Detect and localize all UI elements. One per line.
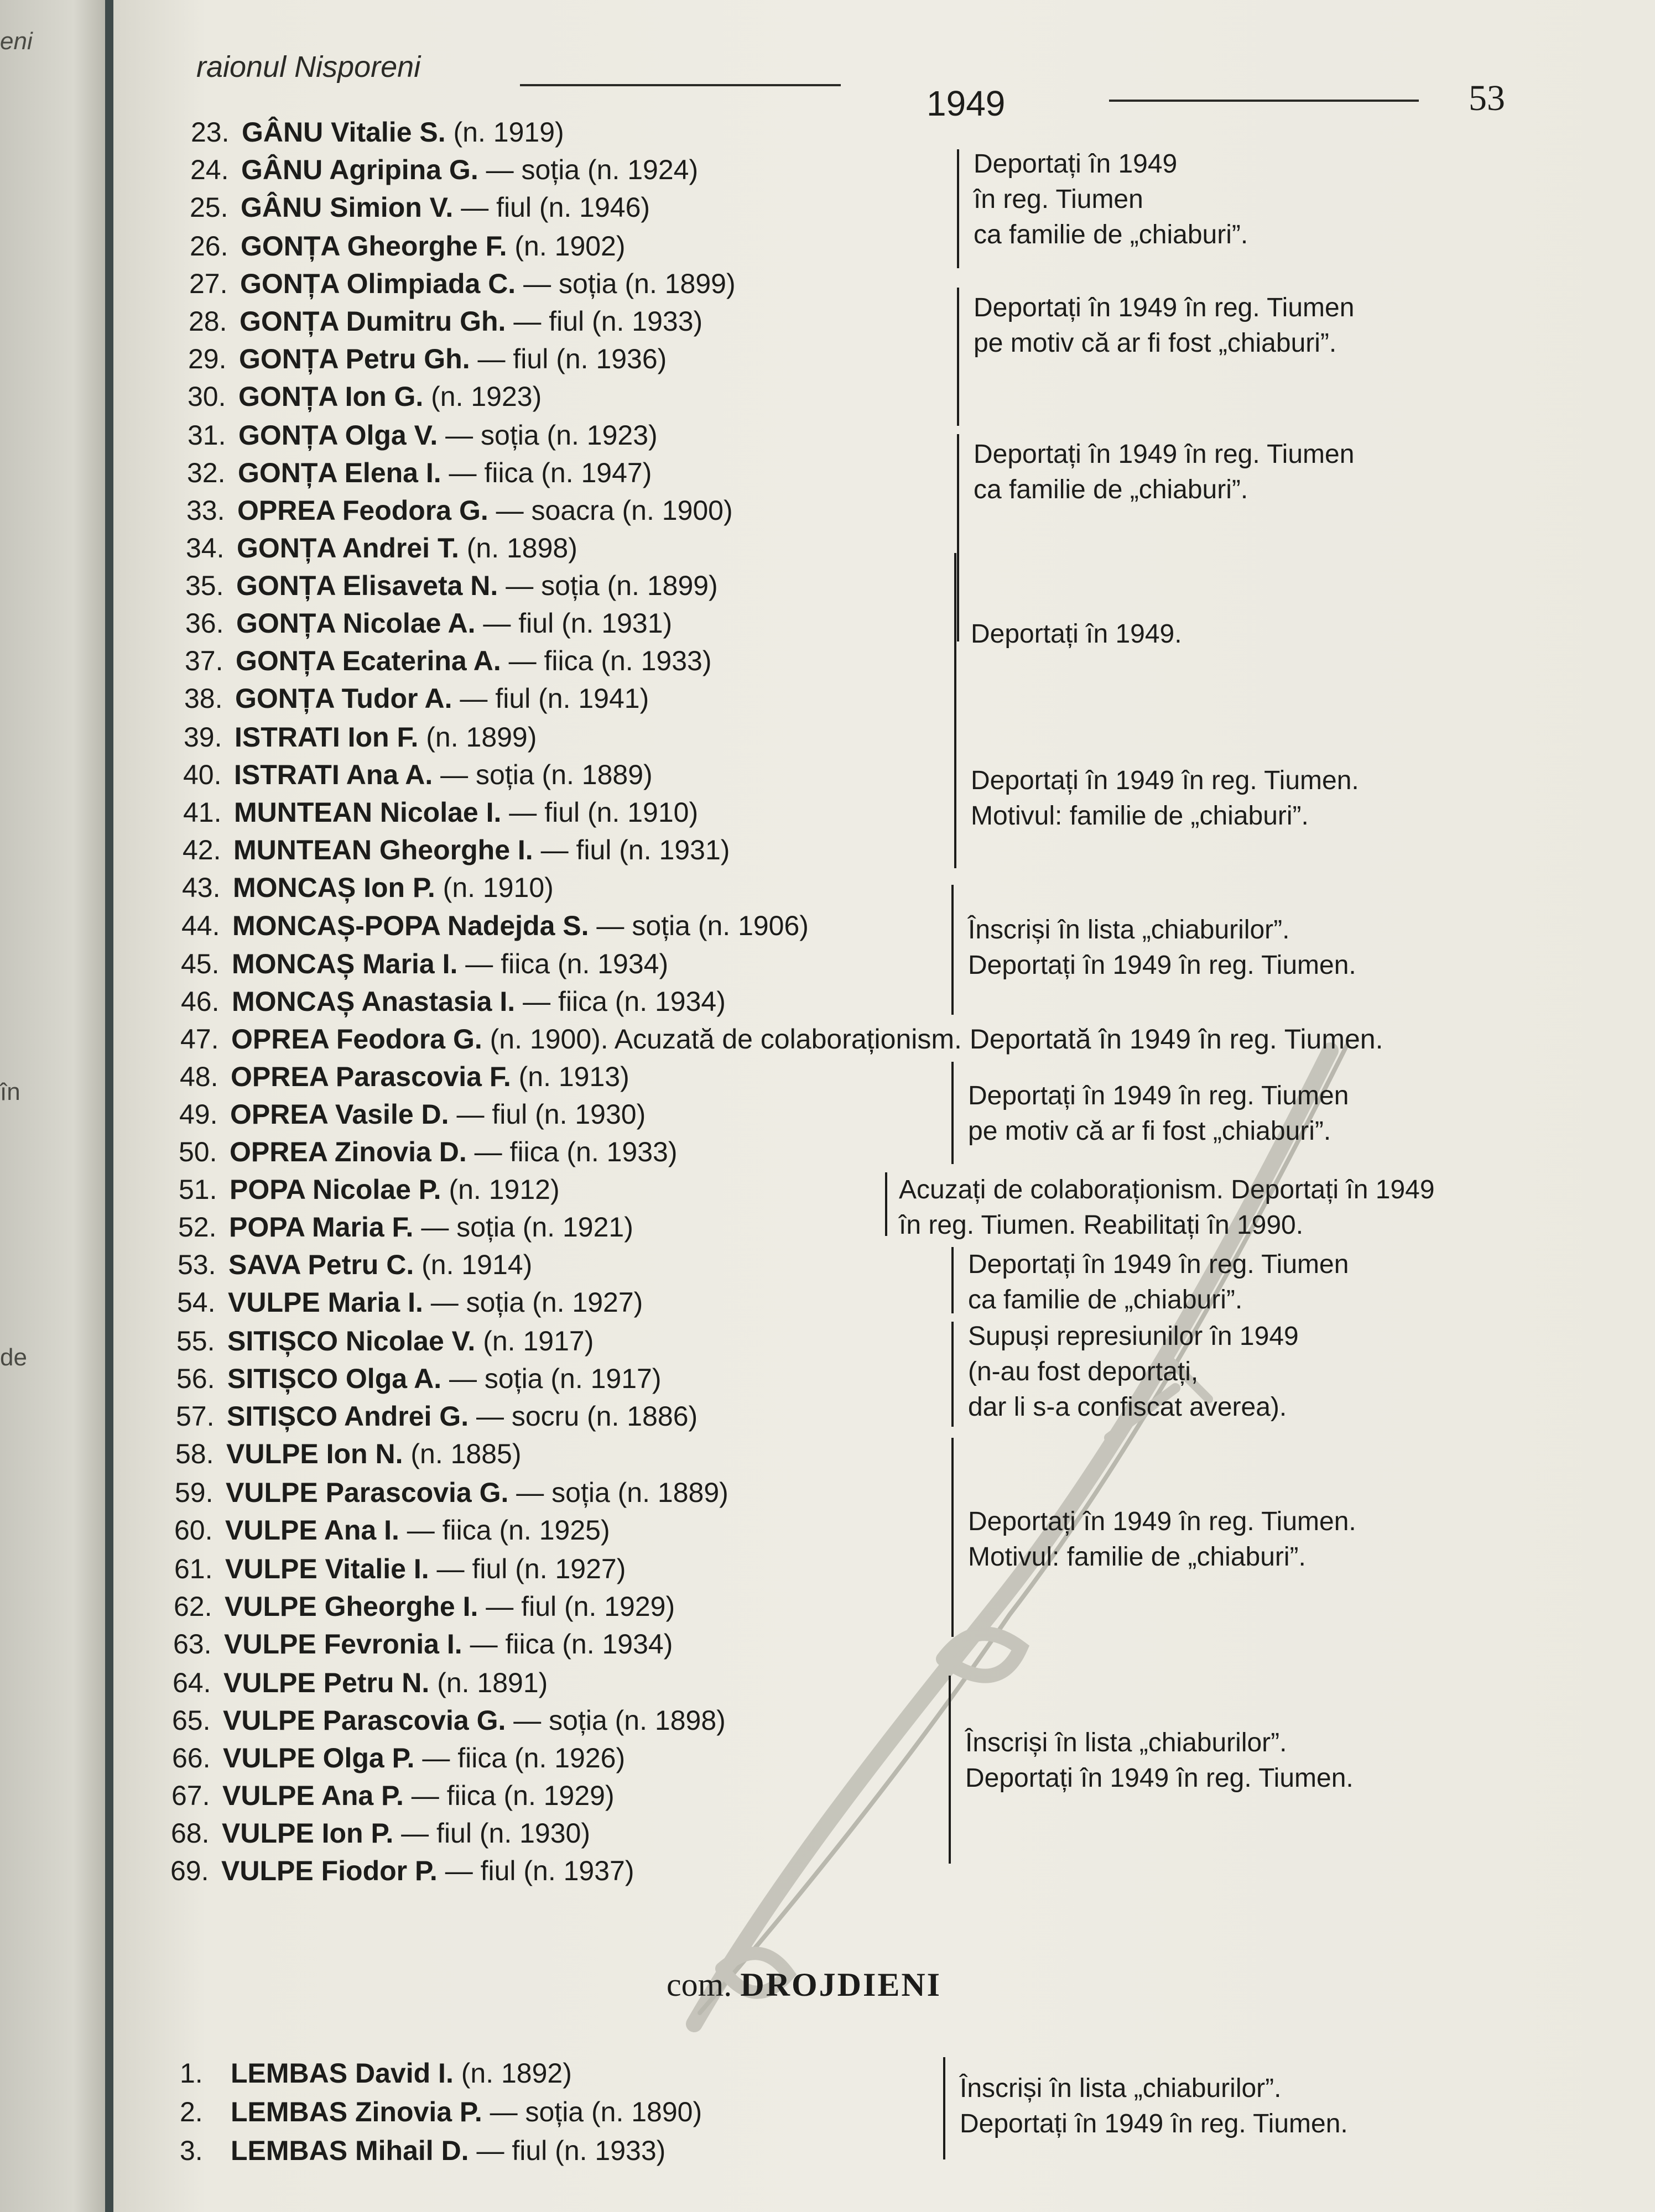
entry-name: GÂNU Simion V. xyxy=(241,192,454,223)
entry-number: 67. xyxy=(171,1780,210,1811)
entry-details: — fiica (n. 1929) xyxy=(403,1780,615,1811)
entry-name: VULPE Ana P. xyxy=(222,1780,404,1811)
entry-name: GONȚA Petru Gh. xyxy=(239,343,470,374)
entry-name: GONȚA Elisaveta N. xyxy=(236,570,498,601)
entry-number: 50. xyxy=(179,1136,217,1167)
entry-name: VULPE Fevronia I. xyxy=(224,1629,462,1660)
entry-name: ISTRATI Ana A. xyxy=(234,759,433,790)
list-item xyxy=(176,1400,698,1432)
section-heading xyxy=(667,1966,941,2004)
entry-number: 51. xyxy=(179,1174,217,1205)
left-page-fragment: de xyxy=(0,1344,27,1371)
entry-number: 24. xyxy=(190,154,229,185)
entry-number: 28. xyxy=(189,306,227,337)
entry-number: 40. xyxy=(183,759,222,790)
group-bracket-line xyxy=(951,1438,954,1637)
list-item xyxy=(185,570,718,602)
section-name: DROJDIENI xyxy=(740,1966,942,2003)
list-item xyxy=(175,1477,728,1509)
entry-details: — soția (n. 1917) xyxy=(441,1363,662,1394)
entry-name: OPREA Feodora G. xyxy=(231,1024,482,1055)
list-item xyxy=(174,1514,610,1546)
entry-name: LEMBAS David I. xyxy=(231,2058,454,2089)
note-line: Deportați în 1949 în reg. Tiumen xyxy=(968,1081,1349,1110)
entry-number: 34. xyxy=(186,533,225,564)
entry-number: 35. xyxy=(185,570,224,601)
list-item xyxy=(173,1628,673,1660)
list-item xyxy=(181,910,809,942)
list-item xyxy=(184,721,537,753)
left-page-edge xyxy=(0,0,105,2212)
entry-name: VULPE Petru N. xyxy=(223,1667,430,1698)
note-line: Înscriși în lista „chiaburilor”. xyxy=(965,1728,1287,1757)
entry-details: — fiul (n. 1933) xyxy=(469,2135,666,2166)
note-line: Motivul: familie de „chiaburi”. xyxy=(968,1542,1306,1572)
entry-details: — fiica (n. 1933) xyxy=(466,1136,678,1167)
note-line: ca familie de „chiaburi”. xyxy=(968,1285,1243,1314)
note-line: în reg. Tiumen xyxy=(974,185,1143,214)
entry-number: 41. xyxy=(183,797,222,828)
entry-number: 49. xyxy=(179,1099,218,1130)
entry-name: MONCAȘ Ion P. xyxy=(233,872,435,903)
list-item xyxy=(183,796,698,828)
note-line: Supuși represiunilor în 1949 xyxy=(968,1322,1299,1351)
entry-details: — fiica (n. 1925) xyxy=(399,1515,610,1546)
note-line: pe motiv că ar fi fost „chiaburi”. xyxy=(968,1117,1331,1146)
note-line: Deportați în 1949 în reg. Tiumen. xyxy=(965,1764,1354,1793)
entry-number: 31. xyxy=(188,420,226,451)
entry-details: — fiica (n. 1934) xyxy=(515,986,726,1017)
list-item xyxy=(182,872,554,904)
entry-name: GÂNU Vitalie S. xyxy=(242,117,446,148)
list-item xyxy=(183,759,653,791)
section-prefix: com. xyxy=(667,1966,732,2003)
entry-details: — fiul (n. 1930) xyxy=(393,1818,590,1849)
list-item xyxy=(190,191,650,223)
entry-name: GÂNU Agripina G. xyxy=(241,154,478,185)
entry-number: 26. xyxy=(190,231,228,262)
entry-details: — fiul (n. 1931) xyxy=(475,608,673,639)
group-note xyxy=(968,1319,1299,1425)
entry-details: — fiul (n. 1937) xyxy=(437,1855,634,1886)
entry-number: 46. xyxy=(181,986,220,1017)
group-note xyxy=(968,1078,1349,1149)
list-item xyxy=(189,268,736,300)
note-line: Deportați în 1949 în reg. Tiumen. xyxy=(960,2109,1348,2138)
entry-name: VULPE Parascovia G. xyxy=(226,1477,509,1508)
entry-details: (n. 1900). Acuzată de colaboraționism. Deportată în 1949 în reg. Tiumen. xyxy=(482,1024,1383,1055)
list-item xyxy=(176,1325,594,1357)
entry-details: — fiica (n. 1947) xyxy=(441,457,652,488)
group-bracket-line xyxy=(885,1172,887,1236)
entry-number: 1. xyxy=(180,2058,203,2089)
entry-details: (n. 1919) xyxy=(445,117,564,148)
entry-name: LEMBAS Zinovia P. xyxy=(231,2096,482,2127)
entry-details: — soția (n. 1927) xyxy=(423,1287,643,1318)
list-item xyxy=(187,457,652,489)
entry-number: 27. xyxy=(189,268,228,299)
group-bracket-line xyxy=(951,885,954,1015)
group-bracket-line xyxy=(949,1676,951,1864)
list-item xyxy=(178,1211,633,1243)
entry-number: 56. xyxy=(176,1363,215,1394)
entry-name: SAVA Petru C. xyxy=(228,1249,414,1280)
entry-details: — fiul (n. 1930) xyxy=(449,1099,646,1130)
entry-number: 64. xyxy=(173,1667,211,1698)
entry-details: (n. 1902) xyxy=(507,231,626,262)
entry-number: 58. xyxy=(175,1438,214,1469)
entry-name: VULPE Olga P. xyxy=(223,1743,415,1773)
entry-name: GONȚA Olga V. xyxy=(238,420,438,451)
note-line: Deportați în 1949 xyxy=(974,149,1178,179)
entry-name: GONȚA Tudor A. xyxy=(235,683,452,714)
year-header: 1949 xyxy=(927,84,1006,123)
group-bracket-line xyxy=(957,149,959,268)
entry-name: GONȚA Ecaterina A. xyxy=(236,645,501,676)
list-item xyxy=(180,1061,629,1093)
entry-name: GONȚA Ion G. xyxy=(238,381,424,412)
entry-number: 68. xyxy=(171,1818,210,1849)
list-item xyxy=(174,1553,626,1585)
entry-number: 33. xyxy=(186,495,225,526)
list-item xyxy=(179,1098,646,1130)
note-line: Deportați în 1949 în reg. Tiumen xyxy=(974,293,1355,322)
entry-details: — socru (n. 1886) xyxy=(469,1401,698,1432)
group-bracket-line xyxy=(943,2057,945,2159)
entry-number: 62. xyxy=(174,1591,212,1622)
entry-name: VULPE Ion N. xyxy=(226,1438,403,1469)
entry-name: MUNTEAN Nicolae I. xyxy=(234,797,502,828)
note-line: Deportați în 1949. xyxy=(971,619,1182,649)
list-item xyxy=(183,834,730,866)
entry-number: 55. xyxy=(176,1326,215,1357)
entry-details: — soția (n. 1906) xyxy=(589,910,809,941)
entry-name: GONȚA Andrei T. xyxy=(237,533,459,564)
entry-name: VULPE Vitalie I. xyxy=(225,1553,429,1584)
entry-details: — soția (n. 1889) xyxy=(433,759,653,790)
entry-details: — fiica (n. 1926) xyxy=(414,1743,626,1773)
entry-number: 44. xyxy=(181,910,220,941)
entry-name: VULPE Ana I. xyxy=(225,1515,399,1546)
note-line: dar li s-a confiscat averea). xyxy=(968,1392,1287,1422)
list-item xyxy=(185,645,711,677)
entry-details: (n. 1923) xyxy=(423,381,542,412)
entry-details: — fiul (n. 1936) xyxy=(470,343,667,374)
list-item xyxy=(191,116,564,148)
entry-number: 36. xyxy=(185,608,224,639)
entry-details: — fiul (n. 1946) xyxy=(453,192,650,223)
list-item xyxy=(188,343,667,375)
group-note xyxy=(968,912,1356,983)
group-note xyxy=(974,147,1248,253)
entry-name: VULPE Ion P. xyxy=(222,1818,394,1849)
entry-details: (n. 1891) xyxy=(429,1667,548,1698)
list-item xyxy=(180,2096,702,2128)
entry-details: — soția (n. 1889) xyxy=(508,1477,728,1508)
entry-name: OPREA Parascovia F. xyxy=(231,1061,511,1092)
entry-details: (n. 1917) xyxy=(475,1326,594,1357)
entry-name: LEMBAS Mihail D. xyxy=(231,2135,469,2166)
entry-details: (n. 1885) xyxy=(403,1438,522,1469)
entry-number: 3. xyxy=(180,2135,203,2166)
note-line: ca familie de „chiaburi”. xyxy=(974,220,1248,249)
entry-name: ISTRATI Ion F. xyxy=(235,722,419,753)
entry-name: SITIȘCO Nicolae V. xyxy=(227,1326,476,1357)
entry-number: 23. xyxy=(191,117,230,148)
group-note xyxy=(974,290,1354,361)
left-page-fragment: în xyxy=(0,1078,20,1105)
entry-number: 48. xyxy=(180,1061,218,1092)
note-line: pe motiv că ar fi fost „chiaburi”. xyxy=(974,328,1337,358)
list-item xyxy=(181,985,726,1018)
group-bracket-line xyxy=(951,1247,954,1313)
entry-number: 47. xyxy=(180,1024,219,1055)
entry-details: — soacra (n. 1900) xyxy=(488,495,733,526)
list-item xyxy=(188,419,658,451)
entry-details: (n. 1914) xyxy=(414,1249,533,1280)
note-line: (n-au fost deportați, xyxy=(968,1357,1199,1386)
list-item xyxy=(178,1249,532,1281)
list-item xyxy=(175,1438,521,1470)
entry-number: 66. xyxy=(172,1743,211,1773)
entry-number: 57. xyxy=(176,1401,215,1432)
note-line: Deportați în 1949 în reg. Tiumen. xyxy=(971,766,1359,795)
entry-number: 53. xyxy=(178,1249,216,1280)
note-line: Deportați în 1949 în reg. Tiumen xyxy=(974,440,1355,469)
list-item xyxy=(189,305,702,337)
entry-name: SITIȘCO Olga A. xyxy=(227,1363,442,1394)
list-item xyxy=(173,1667,548,1699)
entry-name: MUNTEAN Gheorghe I. xyxy=(233,834,533,865)
entry-name: OPREA Zinovia D. xyxy=(230,1136,467,1167)
note-line: Acuzați de colaboraționism. Deportați în 1949 xyxy=(899,1175,1435,1204)
group-note xyxy=(968,1504,1356,1575)
entry-number: 61. xyxy=(174,1553,213,1584)
entry-name: POPA Maria F. xyxy=(229,1212,414,1243)
entry-details: — soția (n. 1899) xyxy=(498,570,718,601)
entry-details: (n. 1892) xyxy=(453,2058,572,2089)
note-line: Înscriși în lista „chiaburilor”. xyxy=(960,2074,1282,2103)
entry-number: 2. xyxy=(180,2096,203,2127)
list-item xyxy=(180,1023,1383,1055)
entry-name: GONȚA Gheorghe F. xyxy=(241,231,507,262)
entry-number: 30. xyxy=(188,381,226,412)
note-line: Deportați în 1949 în reg. Tiumen. xyxy=(968,951,1356,980)
entry-name: MONCAȘ Anastasia I. xyxy=(232,986,516,1017)
list-item xyxy=(171,1817,590,1849)
list-item xyxy=(172,1704,726,1736)
list-item xyxy=(180,2135,665,2167)
entry-details: (n. 1912) xyxy=(441,1174,560,1205)
entry-name: GONȚA Elena I. xyxy=(238,457,441,488)
list-item xyxy=(174,1590,675,1623)
list-item xyxy=(190,230,626,262)
group-note xyxy=(971,763,1359,834)
list-item xyxy=(179,1173,560,1206)
entry-details: — soția (n. 1924) xyxy=(478,154,699,185)
entry-name: OPREA Vasile D. xyxy=(230,1099,449,1130)
note-line: în reg. Tiumen. Reabilitați în 1990. xyxy=(899,1211,1304,1240)
entry-number: 52. xyxy=(178,1212,217,1243)
entry-details: — fiica (n. 1933) xyxy=(501,645,712,676)
list-item xyxy=(177,1286,643,1318)
entry-details: — fiul (n. 1931) xyxy=(533,834,730,865)
entry-name: VULPE Maria I. xyxy=(228,1287,423,1318)
note-line: Înscriși în lista „chiaburilor”. xyxy=(968,915,1290,945)
entry-details: (n. 1913) xyxy=(511,1061,629,1092)
entry-name: VULPE Fiodor P. xyxy=(221,1855,438,1886)
entry-number: 65. xyxy=(172,1705,211,1736)
entry-number: 43. xyxy=(182,872,221,903)
entry-number: 39. xyxy=(184,722,222,753)
left-page-fragment: eni xyxy=(0,28,33,55)
entry-number: 59. xyxy=(175,1477,214,1508)
entry-number: 45. xyxy=(181,948,220,979)
entry-name: MONCAȘ Maria I. xyxy=(232,948,458,979)
header-rule-right xyxy=(1109,100,1419,102)
note-line: ca familie de „chiaburi”. xyxy=(974,475,1248,504)
entry-number: 32. xyxy=(187,457,226,488)
list-item xyxy=(186,494,733,526)
group-note xyxy=(971,617,1182,652)
note-line: Deportați în 1949 în reg. Tiumen xyxy=(968,1250,1349,1279)
group-bracket-line xyxy=(954,553,956,735)
group-note xyxy=(960,2071,1348,2142)
page-number: 53 xyxy=(1469,78,1505,118)
note-line: Deportați în 1949 în reg. Tiumen. xyxy=(968,1507,1356,1536)
entry-details: — fiul (n. 1941) xyxy=(452,683,649,714)
entry-details: (n. 1898) xyxy=(459,533,577,564)
group-bracket-line xyxy=(957,434,959,641)
entry-name: POPA Nicolae P. xyxy=(230,1174,441,1205)
entry-details: — soția (n. 1898) xyxy=(506,1705,726,1736)
entry-number: 42. xyxy=(183,834,221,865)
list-item xyxy=(186,532,577,564)
entry-number: 37. xyxy=(185,645,223,676)
entry-number: 54. xyxy=(177,1287,216,1318)
list-item xyxy=(179,1136,677,1168)
list-item xyxy=(184,682,649,714)
entry-number: 60. xyxy=(174,1515,213,1546)
entry-details: — fiul (n. 1929) xyxy=(478,1591,675,1622)
entry-name: MONCAȘ-POPA Nadejda S. xyxy=(232,910,589,941)
entry-name: GONȚA Nicolae A. xyxy=(236,608,476,639)
entry-details: — soția (n. 1921) xyxy=(413,1212,633,1243)
group-note xyxy=(974,437,1354,508)
entry-details: (n. 1910) xyxy=(435,872,554,903)
entry-details: — fiul (n. 1933) xyxy=(506,306,703,337)
entry-details: — soția (n. 1890) xyxy=(482,2096,702,2127)
district-header: raionul Nisporeni xyxy=(196,50,421,84)
list-item xyxy=(170,1855,634,1887)
entry-number: 63. xyxy=(173,1629,212,1660)
entry-details: (n. 1899) xyxy=(418,722,537,753)
entry-details: — fiul (n. 1927) xyxy=(429,1553,626,1584)
entry-name: OPREA Feodora G. xyxy=(237,495,488,526)
entry-name: VULPE Parascovia G. xyxy=(223,1705,506,1736)
entry-number: 29. xyxy=(188,343,227,374)
group-bracket-line xyxy=(951,1062,954,1164)
group-note xyxy=(899,1172,1435,1243)
group-note xyxy=(968,1247,1349,1318)
entry-number: 38. xyxy=(184,683,223,714)
header-rule-left xyxy=(520,84,841,86)
entry-number: 69. xyxy=(170,1855,209,1886)
entry-name: SITIȘCO Andrei G. xyxy=(227,1401,469,1432)
entry-details: — soția (n. 1923) xyxy=(438,420,658,451)
entry-name: GONȚA Dumitru Gh. xyxy=(240,306,506,337)
entry-details: — fiul (n. 1910) xyxy=(501,797,699,828)
entry-details: — soția (n. 1899) xyxy=(516,268,736,299)
group-note xyxy=(965,1725,1354,1796)
list-item xyxy=(185,607,672,639)
list-item xyxy=(171,1780,615,1812)
list-item xyxy=(176,1363,662,1395)
entry-details: — fiica (n. 1934) xyxy=(457,948,669,979)
entry-details: — fiica (n. 1934) xyxy=(462,1629,673,1660)
entry-number: 25. xyxy=(190,192,228,223)
entry-name: VULPE Gheorghe I. xyxy=(225,1591,478,1622)
list-item xyxy=(180,2057,572,2089)
list-item xyxy=(188,380,542,413)
note-line: Motivul: familie de „chiaburi”. xyxy=(971,801,1309,831)
entry-name: GONȚA Olimpiada C. xyxy=(240,268,516,299)
list-item xyxy=(190,154,698,186)
group-bracket-line xyxy=(957,288,959,426)
list-item xyxy=(172,1742,625,1774)
list-item xyxy=(181,948,668,980)
book-page xyxy=(113,0,1655,2212)
group-bracket-line xyxy=(954,735,956,868)
group-bracket-line xyxy=(951,1322,954,1427)
